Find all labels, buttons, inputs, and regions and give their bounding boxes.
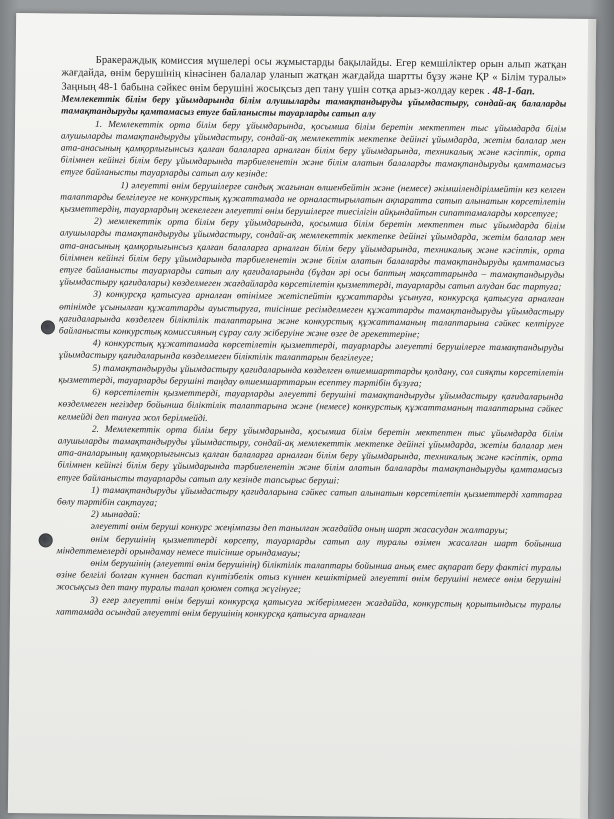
paragraph: әлеуетті өнім беруші конкурс жеңімпазы деп танылған жағдайда оның шарт жасасудан жалтаруы; [90,522,508,537]
paragraph: 1) тамақтандыруды ұйымдастыру қағидаларына сәйкес сатып алынатын көрсетілетін қызметтерді хаттарға бөлу тәртібін сақтауға; [57,485,563,509]
paragraph: 2) мемлекеттік орта білім беру ұйымдарында, қосымша білім беретін мектептен тыс ұйымдарда білім алушыларды тамақтандыруды ұйымдастыру, сондай-ақ мемлекеттік мектепке дейінгі ұйымдарда, жетім балалар мен ата-анасының қамқорлығынсыз қалған балаларға арналған білім беру ұйымдарында, техникалық және кәсіптік, орта білімнен кейінгі білім беру ұйымдарында тәрбиеленетін және білім алатын балаларды тамақтандыруды қамтамасыз етуге байланысты тауарларды сатып алу қағидаларында (бұдан әрі осы баптың мақсаттарында – тамақтандыруды ұйымдастыру қағидалары) көзделмеген жағдайларда көрсетілетін қызметтерді, тауарларды сатып алудан бас тартуға; [59,217,566,293]
intro-paragraph [61,53,566,99]
page-stack-edge [580,19,596,819]
paragraph: өнім берушінің қызметтерді көрсету, тауарларды сатып алу туралы өзімен жасалған шарт бойынша міндеттемелерді орындамау немесе тиісінше орындамауы; [56,534,562,559]
paragraph: 6) көрсетілетін қызметтерді, тауарларды әлеуетті берушіні тамақтандыруды ұйымдастыру қағидаларында көзделмеген негіздер бойынша біліктілік талаптарына және (немесе) конкурстық құжаттаманың талаптарына сәйкес келмейді деп тануға жол берілмейді. [57,387,564,424]
punch-hole [41,320,55,334]
document-page [8,13,596,819]
paragraph: 2. Мемлекеттік орта білім беру ұйымдарында, қосымша білім беретін мектептен тыс ұйымдарда білім алушыларды тамақтандыруды ұйымдастыру, сондай-ақ мемлекеттік мектепке дейінгі ұйымдарда, жетім балалар мен ата-аналарының қамқорлығынсыз қалған балаларға арналған білім беру ұйымдарында, техникалық және кәсіптік, орта білімнен кейінгі білім беру ұйымдарында тәрбиеленетін және білім алатын балаларды тамақтандыруды қамтамасыз етуге байланысты тауарларды сатып алу кезінде тапсырыс беруші: [57,424,563,486]
intro-text: Бракераждық комиссия мүшелері осы жұмыстарды бақылайды. Егер кемшіліктер орын алып жатқан жағдайда, өнім берушінің кінәсінен балалар уланып жатқан жағдайда шартты бұзу және ҚР « Білім туралы» Заңның 48-1 бабына сәйкес өнім берушіні жосықсыз деп тану үшін сотқа арыз-жолдау керек . [61,54,567,97]
paragraph: 4) конкурстық құжаттамада көрсетілетін қызметтерді, тауарларды әлеуетті берушілерге тамақтандыруды ұйымдастыру қағидаларында көзделмеген біліктілік талаптарын белгілеуге; [58,339,564,365]
punch-hole [39,533,53,547]
paragraph: 1. Мемлекеттік орта білім беру ұйымдарында, қосымша білім беретін мектептен тыс ұйымдарда білім алушыларды тамақтандыруды ұйымдастыру, сондай-ақ мемлекеттік мектепке дейінгі ұйымдарда, жетім балалар мен ата-анасының қамқорлығынсыз қалған балаларға арналған білім беру ұйымдарында, техникалық және кәсіптік, орта білімнен кейінгі білім беру ұйымдарында тәрбиеленетін және білім алатын балаларды тамақтандыруды қамтамасыз етуге байланысты тауарларды сатып алу кезінде: [60,119,567,181]
paragraph: 2) мынадай: [90,509,141,521]
document-text [56,53,567,623]
article-title: Мемлекеттік білім беру ұйымдарында білім алушыларды тамақтандыруды ұйымдастыру, сондай-ақ балаларды тамақтандыруды қамтамасыз етуге байланысты тауарларды сатып алу [61,94,567,121]
paragraph: 1) әлеуетті өнім берушілерге сандық жағынан өлшенбейтін және (немесе) әкімшілендірілмейтін кез келген талаптарды белгілеуге не конкурстық құжаттамада не орналастырылатын ақпаратта сатып алынатын көрсетілетін қызметтердің, тауарлардың жекелеген әлеуетті өнім берушілерге тиесілігін айқындайтын сипаттамаларды көрсетуге; [60,180,566,220]
paragraph: 3) егер әлеуетті өнім беруші конкурсқа қатысуға жіберілмеген жағдайда, конкурстың қорытындысы туралы хаттамада осындай әлеуетті өнім берушінің конкурсқа қатысуға арналған [55,595,562,621]
paragraph: 5) тамақтандыруды ұйымдастыру қағидаларында көзделген өлшемшарттарды қолдану, сол сияқты көрсетілетін қызметтерді, тауарларды берушіні таңдау өлшемшарттарын есептеу тәртібін бұзуға; [58,363,564,390]
paragraph: өнім берушінің (әлеуетті өнім берушінің) біліктілік талаптары бойынша анық емес ақпарат беру фактісі туралы өзіне белгілі болған күннен бастап күнтізбелік отыз күннен кешіктірмей әлеуетті өнім берушіні немесе өнім берушіні жосықсыз деп тану туралы талап қоюмен сотқа жүгінуге; [56,558,562,596]
article-ref: 48-1-бап. [492,85,536,98]
paragraph: 3) конкурсқа қатысуға арналған өтінімге жетіспейтін құжаттарды ұсынуға, конкурсқа қатысуға арналған өтінімде ұсынылған құжаттарды ауыстыруға, тиісінше ресімделмеген құжаттарды тамақтандыруды ұйымдастыру қағидаларында көзделген біліктілік талаптарына және конкурстық құжаттаманың талаптарына сәйкес келтіруге байланысты конкурстық комиссияның сұрау салу жіберуіне және өзге де әрекеттеріне; [58,290,565,341]
